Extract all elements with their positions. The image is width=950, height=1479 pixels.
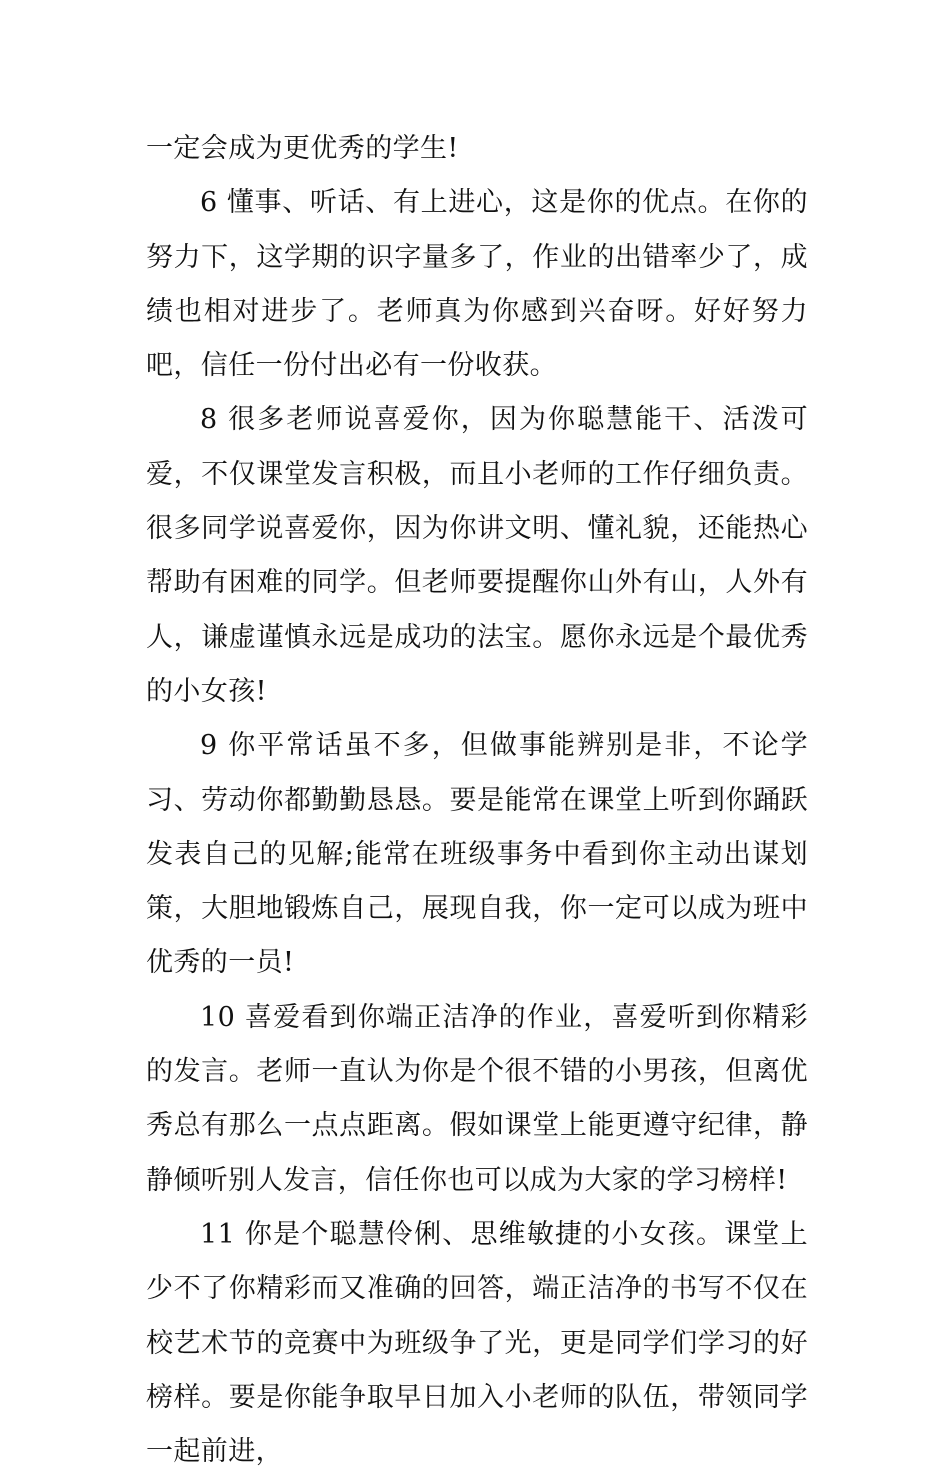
paragraph-continuation: 一定会成为更优秀的学生! — [146, 133, 459, 164]
paragraph-comment-8: 8 很多老师说喜爱你，因为你聪慧能干、活泼可爱，不仅课堂发言积极，而且小老师的工作仔细负责。很多同学说喜爱你，因为你讲文明、懂礼貌，还能热心帮助有困难的同学。但老师要提醒你山外有山，人外有人，谦虚谨慎永远是成功的法宝。愿你永远是个最优秀的小女孩! — [146, 404, 808, 707]
paragraph-comment-11: 11 你是个聪慧伶俐、思维敏捷的小女孩。课堂上少不了你精彩而又准确的回答，端正洁净的书写不仅在校艺术节的竞赛中为班级争了光，更是同学们学习的好榜样。要是你能争取早日加入小老师的队伍，带领同学一起前进， — [146, 1218, 808, 1468]
paragraph-comment-10: 10 喜爱看到你端正洁净的作业，喜爱听到你精彩的发言。老师一直认为你是个很不错的小男孩，但离优秀总有那么一点点距离。假如课堂上能更遵守纪律，静静倾听别人发言，信任你也可以成为大家的学习榜样! — [146, 1001, 808, 1196]
paragraph-comment-6: 6 懂事、听话、有上进心，这是你的优点。在你的努力下，这学期的识字量多了，作业的出错率少了，成绩也相对进步了。老师真为你感到兴奋呀。好好努力吧，信任一份付出必有一份收获。 — [146, 187, 808, 382]
document-body — [146, 122, 808, 1479]
paragraph-comment-9: 9 你平常话虽不多，但做事能辨别是非，不论学习、劳动你都勤勤恳恳。要是能常在课堂上听到你踊跃发表自己的见解;能常在班级事务中看到你主动出谋划策，大胆地锻炼自己，展现自我，你一定可以成为班中优秀的一员! — [146, 730, 808, 979]
